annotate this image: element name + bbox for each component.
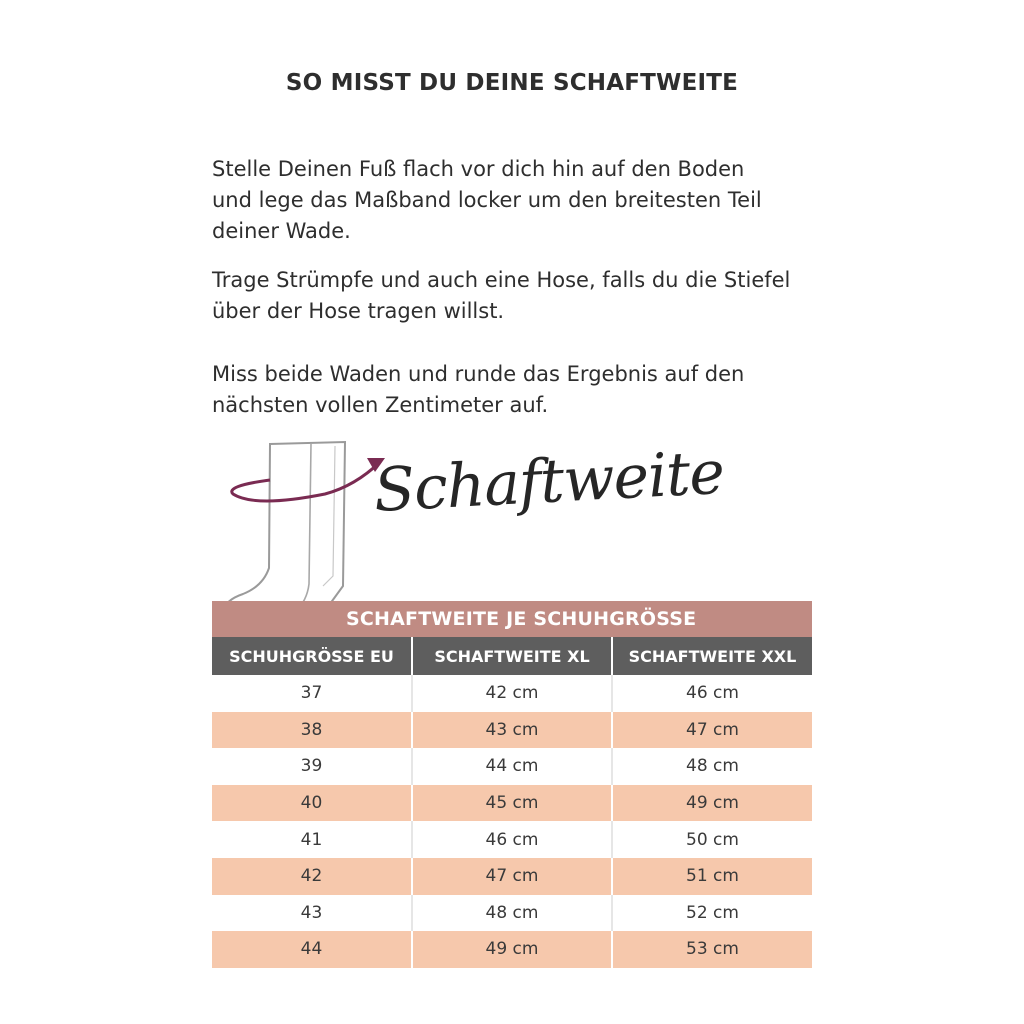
cell-shaft-xxl: 52 cm: [612, 895, 812, 932]
cell-shaft-xxl: 48 cm: [612, 748, 812, 785]
cell-shaft-xxl: 50 cm: [612, 821, 812, 858]
cell-shaft-xxl: 46 cm: [612, 675, 812, 712]
table-row: [212, 895, 812, 932]
cell-shaft-xl: 45 cm: [412, 785, 612, 822]
table-row: [212, 748, 812, 785]
cell-shaft-xl: 43 cm: [412, 712, 612, 749]
schaftweite-script-label: Schaftweite: [372, 437, 726, 526]
table-header-row: [212, 637, 812, 675]
cell-shaft-xxl: 47 cm: [612, 712, 812, 749]
cell-shaft-xxl: 51 cm: [612, 858, 812, 895]
cell-shoe-size: 39: [212, 748, 412, 785]
cell-shaft-xl: 48 cm: [412, 895, 612, 932]
header-shaft-xxl: SCHAFTWEITE XXL: [612, 637, 812, 675]
table-row: [212, 931, 812, 968]
table-banner-title: SCHAFTWEITE JE SCHUHGRÖSSE: [346, 608, 697, 630]
table-row: [212, 675, 812, 712]
cell-shoe-size: 40: [212, 785, 412, 822]
instruction-paragraph-3: Miss beide Waden und runde das Ergebnis auf den nächsten vollen Zentimeter auf.: [212, 362, 745, 417]
table-row: [212, 712, 812, 749]
cell-shoe-size: 43: [212, 895, 412, 932]
instruction-paragraph-2: Trage Strümpfe und auch eine Hose, falls du die Stiefel über der Hose tragen willst.: [212, 268, 791, 323]
page-title: SO MISST DU DEINE SCHAFTWEITE: [285, 70, 739, 96]
header-shaft-xl: SCHAFTWEITE XL: [412, 637, 612, 675]
cell-shoe-size: 41: [212, 821, 412, 858]
cell-shaft-xl: 46 cm: [412, 821, 612, 858]
cell-shoe-size: 38: [212, 712, 412, 749]
cell-shoe-size: 44: [212, 931, 412, 968]
size-table: [212, 637, 812, 968]
instruction-paragraph-1: Stelle Deinen Fuß flach vor dich hin auf den Boden und lege das Maßband locker um den breitesten Teil deiner Wade.: [212, 157, 762, 243]
table-row: [212, 785, 812, 822]
cell-shoe-size: 42: [212, 858, 412, 895]
cell-shoe-size: 37: [212, 675, 412, 712]
cell-shaft-xxl: 49 cm: [612, 785, 812, 822]
cell-shaft-xl: 49 cm: [412, 931, 612, 968]
cell-shaft-xl: 47 cm: [412, 858, 612, 895]
header-shoe-size: SCHUHGRÖSSE EU: [212, 637, 412, 675]
cell-shaft-xl: 44 cm: [412, 748, 612, 785]
table-row: [212, 858, 812, 895]
table-row: [212, 821, 812, 858]
cell-shaft-xxl: 53 cm: [612, 931, 812, 968]
cell-shaft-xl: 42 cm: [412, 675, 612, 712]
